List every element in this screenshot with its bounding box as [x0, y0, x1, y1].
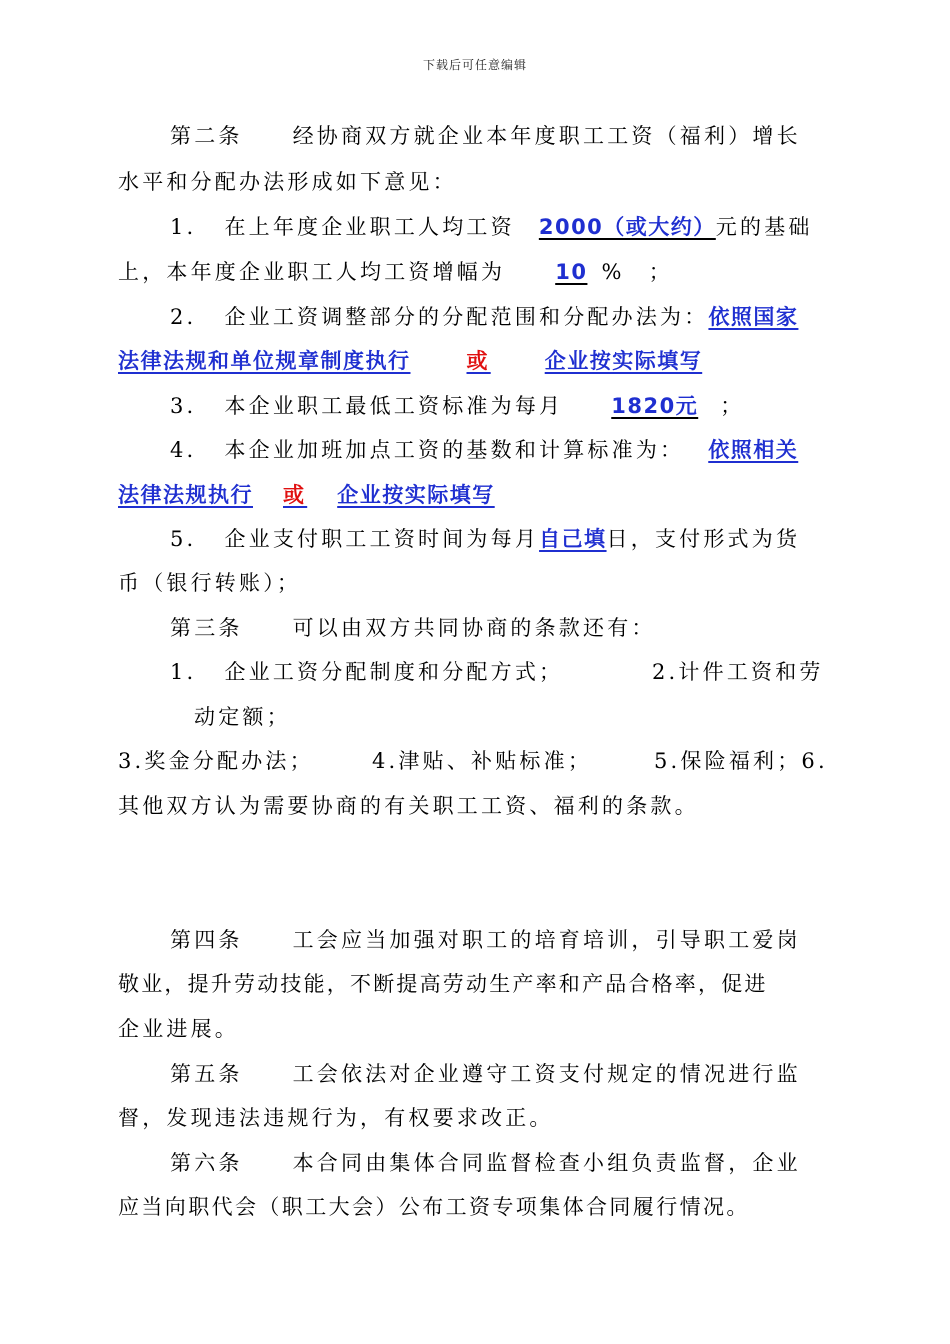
article-5-line-1: 第五条 工会依法对企业遵守工资支付规定的情况进行监: [170, 1062, 801, 1086]
article-2-label: 第二条: [170, 124, 243, 148]
pay-date-field: 自己填: [539, 527, 607, 551]
article-5-label: 第五条: [170, 1062, 243, 1086]
article-2-item-5-cont: 币（银行转账）；: [118, 571, 302, 595]
article-2-item-4-cont: 法律法规执行 或 企业按实际填写: [118, 483, 495, 507]
article-3-item-3: 3.奖金分配办法；: [118, 749, 314, 773]
article-3-item-4: 4.津贴、补贴标准；: [372, 749, 593, 773]
article-3-item-1: 1. 企业工资分配制度和分配方式；: [170, 660, 564, 684]
article-2-item-3: 3. 本企业职工最低工资标准为每月 1820元 ；: [170, 394, 745, 418]
or-text-2: 或: [283, 483, 308, 507]
article-3-item-2: 2.计件工资和劳: [652, 660, 824, 684]
article-3-label: 第三条: [170, 616, 243, 640]
article-3-item-2-cont: 动定额；: [194, 705, 291, 729]
or-text: 或: [466, 349, 491, 373]
overtime-field: 依照相关: [708, 438, 799, 462]
article-6-line-2: 应当向职代会（职工大会）公布工资专项集体合同履行情况。: [118, 1195, 750, 1219]
article-2-item-2: 2. 企业工资调整部分的分配范围和分配办法为：依照国家: [170, 305, 799, 329]
article-3-item-6: 其他双方认为需要协商的有关职工工资、福利的条款。: [118, 794, 699, 818]
article-3-item-5: 5.保险福利；6.: [654, 749, 828, 773]
article-6-label: 第六条: [170, 1151, 243, 1175]
page-header: 下载后可任意编辑: [422, 58, 527, 72]
min-wage-field: 1820元: [611, 394, 699, 418]
article-2-item-2-cont: 法律法规和单位规章制度执行 或 企业按实际填写: [118, 349, 703, 373]
article-4-line-2: 敬业，提升劳动技能，不断提高劳动生产率和产品合格率，促进: [118, 972, 768, 996]
article-2-text: 经协商双方就企业本年度职工工资（福利）增长: [292, 124, 801, 148]
article-2-item-5: 5. 企业支付职工工资时间为每月自己填日，支付形式为货: [170, 527, 801, 551]
article-2-item-1-cont: 上，本年度企业职工人均工资增幅为 10 % ；: [118, 260, 673, 284]
distribution-field: 依照国家: [708, 305, 799, 329]
article-2-item-1: 1. 在上年度企业职工人均工资 2000（或大约）元的基础: [170, 215, 813, 239]
increase-rate-field: 10: [555, 260, 588, 284]
article-2-item-4: 4. 本企业加班加点工资的基数和计算标准为： 依照相关: [170, 438, 799, 462]
article-5-line-2: 督，发现违法违规行为，有权要求改正。: [118, 1106, 554, 1130]
article-2-line-1: [170, 126, 801, 147]
article-2-line-2: 水平和分配办法形成如下意见：: [118, 170, 457, 194]
avg-wage-field: 2000（或大约）: [538, 215, 716, 239]
article-3-line-1: 第三条 可以由双方共同协商的条款还有：: [170, 616, 656, 640]
article-4-line-1: 第四条 工会应当加强对职工的培育培训，引导职工爱岗: [170, 928, 801, 952]
article-6-line-1: 第六条 本合同由集体合同监督检查小组负责监督，企业: [170, 1151, 801, 1175]
article-4-line-3: 企业进展。: [118, 1017, 239, 1041]
article-4-label: 第四条: [170, 928, 243, 952]
